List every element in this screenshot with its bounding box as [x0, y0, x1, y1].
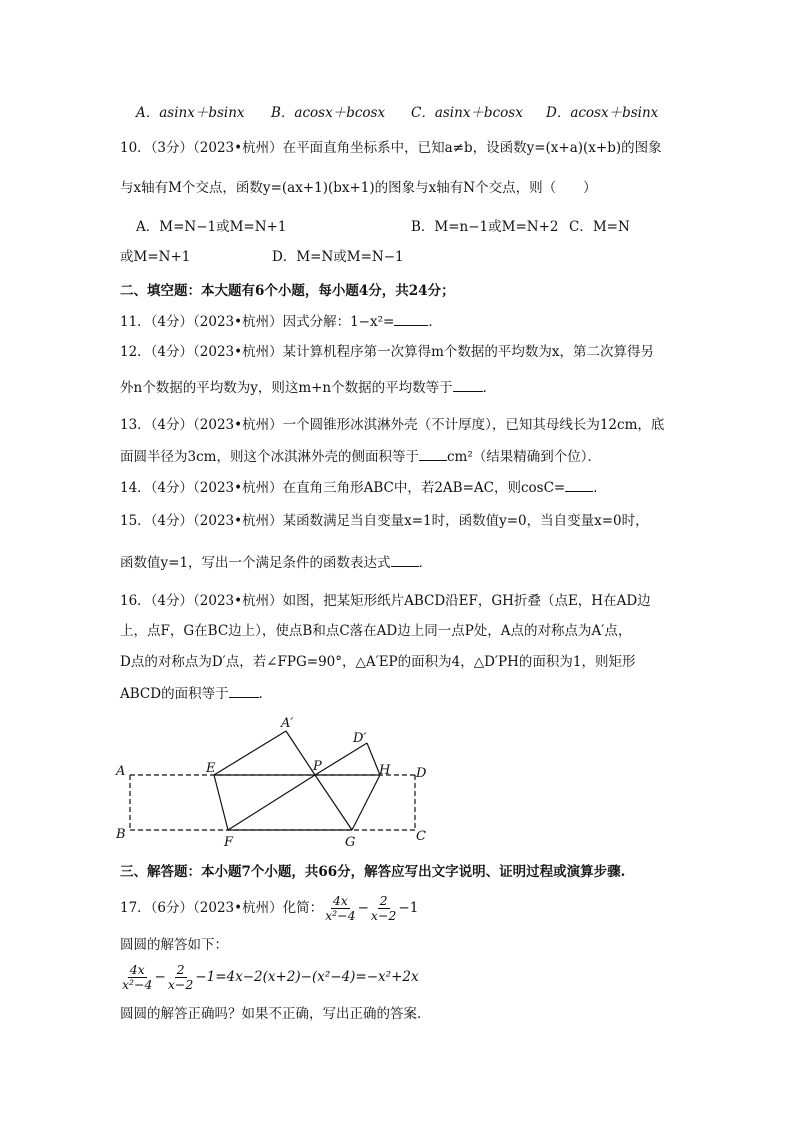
q17-solution-tail: −1=4x−2(x+2)−(x²−4)=−x²+2x — [195, 969, 419, 985]
segment-pg — [315, 775, 352, 830]
q17-solution-fraction-2 — [166, 963, 195, 992]
q12-end: ． — [482, 380, 497, 396]
section3-title: 三、解答题：本小题7个小题，共66分，解答应写出文字说明、证明过程或演算步骤. — [120, 864, 626, 880]
section2-title: 二、填空题：本大题有6个小题，每小题4分，共24分； — [120, 283, 455, 299]
q15-line2 — [120, 552, 432, 573]
label-f: F — [224, 835, 234, 850]
q10-option-b: B．M=n−1或M=N+2 — [411, 219, 559, 235]
q10-option-a: A．M=N−1或M=N+1 — [136, 219, 287, 235]
q17-solution-fraction-2-num: 2 — [176, 962, 185, 977]
q13-line1: 13．（4分）（2023•杭州）一个圆锥形冰淇淋外壳（不计厚度），已知其母线长为12cm，底 — [120, 417, 665, 433]
q17-solution-fraction-2-den: x−2 — [167, 977, 194, 992]
q16-figure — [110, 712, 440, 850]
segment-ef — [214, 775, 228, 830]
label-p: P — [313, 759, 322, 774]
q10-option-d: D．M=N或M=N−1 — [272, 249, 404, 265]
label-a-prime: A′ — [281, 716, 294, 731]
q17-minus: − — [357, 900, 369, 916]
q16-line2: 上，点F，G在BC边上），使点B和点C落在AD边上同一点P处，A点的对称点为A′点， — [120, 623, 632, 639]
q14 — [120, 477, 607, 498]
q17-fraction-1-num: 4x — [332, 893, 348, 908]
q11-answer-blank — [394, 311, 428, 326]
q16-end: ． — [258, 686, 273, 702]
q11-text: 11．（4分）（2023•杭州）因式分解：1−x²= — [120, 314, 395, 330]
q15-text: 函数值y=1，写出一个满足条件的函数表达式 — [120, 555, 391, 571]
q11-end: ． — [428, 314, 442, 330]
q17-fraction-2-num: 2 — [379, 893, 388, 908]
q17-prefix: 17．（6分）（2023•杭州）化简： — [120, 900, 324, 916]
q9-option-c: C．asinx＋bcosx — [411, 105, 523, 121]
segment-a1p — [286, 731, 315, 775]
q10-line1: 10．（3分）（2023•杭州）在平面直角坐标系中，已知a≠b，设函数y=(x+a)(x+b)的图象 — [120, 140, 662, 156]
q12-text: 外n个数据的平均数为y，则这m+n个数据的平均数等于 — [120, 380, 453, 396]
q17-solution — [120, 962, 419, 992]
segment-fp — [228, 775, 315, 830]
q12-answer-blank — [453, 377, 483, 392]
q13-end: cm²（结果精确到个位）． — [446, 449, 601, 465]
label-d-prime: D′ — [353, 731, 367, 746]
q13-line2 — [120, 446, 601, 467]
q17-tail: −1 — [398, 900, 419, 916]
q17-question: 圆圆的解答正确吗？如果不正确，写出正确的答案． — [120, 1006, 431, 1022]
label-a: A — [116, 764, 126, 779]
q9-option-d: D．acosx＋bsinx — [546, 105, 659, 121]
q17-solution-fraction-1-den: x²−4 — [122, 977, 153, 992]
q17-answer-intro: 圆圆的解答如下： — [120, 937, 228, 953]
label-b: B — [116, 827, 126, 842]
q14-end: ． — [593, 480, 607, 496]
q10-options-row1 — [136, 217, 630, 237]
segment-ea1 — [214, 731, 286, 775]
q17-problem — [120, 893, 418, 923]
q10-line2: 与x轴有M个交点，函数y=(ax+1)(bx+1)的图象与x轴有N个交点，则（ ） — [120, 180, 597, 196]
q17-fraction-2 — [369, 894, 398, 923]
q10-options-row2 — [120, 247, 404, 267]
q9-option-b: B．acosx＋bcosx — [271, 105, 386, 121]
segment-gh — [352, 775, 380, 830]
q16-answer-blank — [229, 683, 259, 698]
q15-end: ． — [418, 555, 433, 571]
q17-fraction-1-den: x²−4 — [325, 908, 356, 923]
q16-line1: 16．（4分）（2023•杭州）如图，把某矩形纸片ABCD沿EF，GH折叠（点E，H在AD边 — [120, 593, 651, 609]
q9-options — [136, 103, 658, 123]
q12-line1: 12．（4分）（2023•杭州）某计算机程序第一次算得m个数据的平均数为x，第二次算得另 — [120, 344, 655, 360]
q14-text: 14．（4分）（2023•杭州）在直角三角形ABC中，若2AB=AC，则cosC= — [120, 480, 566, 496]
q9-option-a: A．asinx＋bsinx — [136, 105, 245, 121]
q15-answer-blank — [391, 552, 419, 567]
q13-answer-blank — [419, 446, 447, 461]
segment-pd1 — [315, 743, 367, 775]
q17-solution-fraction-1 — [120, 963, 155, 992]
q13-text: 面圆半径为3cm，则这个冰淇淋外壳的侧面积等于 — [120, 449, 419, 465]
q16-line3: D点的对称点为D′点，若∠FPG=90°，△A′EP的面积为4，△D′PH的面积为1，则矩形 — [120, 654, 636, 670]
q17-fraction-1 — [323, 894, 358, 923]
q17-solution-fraction-1-num: 4x — [129, 962, 145, 977]
q15-line1: 15．（4分）（2023•杭州）某函数满足当自变量x=1时，函数值y=0，当自变量x=0时， — [120, 513, 649, 529]
label-d: D — [416, 766, 427, 781]
label-g: G — [345, 835, 356, 850]
q10-option-c: C．M=N — [569, 219, 630, 235]
q16-line4 — [120, 683, 272, 704]
q16-text: ABCD的面积等于 — [120, 686, 229, 702]
q17-fraction-2-den: x−2 — [370, 908, 397, 923]
q11 — [120, 311, 442, 332]
q17-solution-minus: − — [154, 969, 166, 985]
label-e: E — [206, 761, 216, 776]
q12-line2 — [120, 377, 496, 398]
label-h: H — [379, 763, 391, 778]
q10-option-c-cont: 或M=N+1 — [120, 249, 191, 265]
label-c: C — [416, 829, 426, 844]
q14-answer-blank — [565, 477, 593, 492]
